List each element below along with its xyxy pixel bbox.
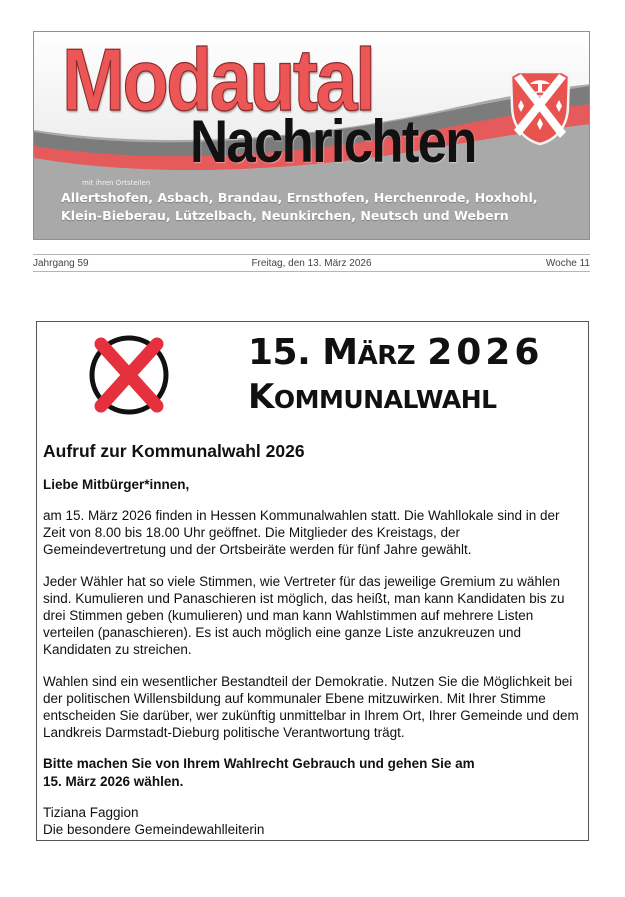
call-to-action-line: 15. März 2026 wählen.	[43, 773, 184, 789]
salutation: Liebe Mitbürger*innen,	[43, 477, 190, 492]
masthead-banner	[33, 31, 590, 240]
issue-info-bar	[33, 254, 590, 272]
ortsteile-line: Allertshofen, Asbach, Brandau, Ernsthofen, Herchenrode, Hoxhohl,	[61, 190, 538, 205]
coat-of-arms-icon	[508, 70, 572, 146]
ortsteile-label: mit ihren Ortsteilen	[82, 179, 151, 187]
signature	[43, 804, 583, 838]
paragraph-democracy: Wahlen sind ein wesentlicher Bestandteil der Demokratie. Nutzen Sie die Möglichkeit bei der politischen Willensbildung auf kommunaler Ebene mitzuwirken. Mit Ihrer Stimme entscheiden Sie darüber, wer zukünftig unmittelbar in Ihrem Ort, Ihrer Gemeinde und dem Landkreis Darmstadt-Dieburg politische Verantwortung trägt.	[43, 673, 579, 741]
ortsteile-list	[61, 189, 590, 225]
masthead-title-modautal: Modautal	[62, 31, 374, 129]
headline-word-initial: K	[248, 377, 274, 417]
issue-week: Woche 11	[545, 258, 590, 269]
election-date-heading	[248, 332, 543, 377]
headline-year: 2026	[427, 332, 544, 373]
ortsteile-line: Klein-Bieberau, Lützelbach, Neunkirchen, Neutsch und Webern	[61, 208, 509, 223]
election-headline	[248, 332, 543, 420]
ballot-cross-icon	[84, 330, 174, 420]
paragraph-voting-rules: Jeder Wähler hat so viele Stimmen, wie Vertreter für das jeweilige Gremium zu wählen sind. Kumulieren und Panaschieren ist möglich, das heißt, man kann Kandidaten bis zu drei Stimmen geben (kumulieren) und man kann Wahlstimmen auf mehrere Listen verteilen (panaschieren). Es ist auch möglich eine ganze Liste anzukreuzen und Kandidaten zu streichen.	[43, 573, 565, 658]
headline-word-rest: OMMUNALWAHL	[273, 385, 497, 414]
signature-role: Die besondere Gemeindewahlleiterin	[43, 822, 265, 838]
masthead-title-nachrichten: Nachrichten	[190, 108, 476, 175]
call-to-action	[43, 755, 583, 789]
election-announcement-box	[36, 321, 589, 841]
issue-volume: Jahrgang 59	[33, 258, 89, 269]
headline-day: 15. M	[248, 332, 358, 373]
signature-name: Tiziana Faggion	[43, 804, 139, 820]
call-to-action-line: Bitte machen Sie von Ihrem Wahlrecht Gebrauch und gehen Sie am	[43, 756, 475, 772]
election-type-heading	[248, 377, 543, 420]
issue-date: Freitag, den 13. März 2026	[251, 258, 372, 269]
announcement-content	[43, 440, 583, 838]
paragraph-voting-hours: am 15. März 2026 finden in Hessen Kommunalwahlen statt. Die Wahllokale sind in der Zeit von 8.00 bis 18.00 Uhr geöffnet. Die Mitglieder des Kreistags, der Gemeindevertretung und der Ortsbeiräte werden für fünf Jahre gewählt.	[43, 508, 560, 558]
headline-month: ÄRZ	[357, 341, 416, 371]
announcement-title: Aufruf zur Kommunalwahl 2026	[43, 441, 305, 461]
